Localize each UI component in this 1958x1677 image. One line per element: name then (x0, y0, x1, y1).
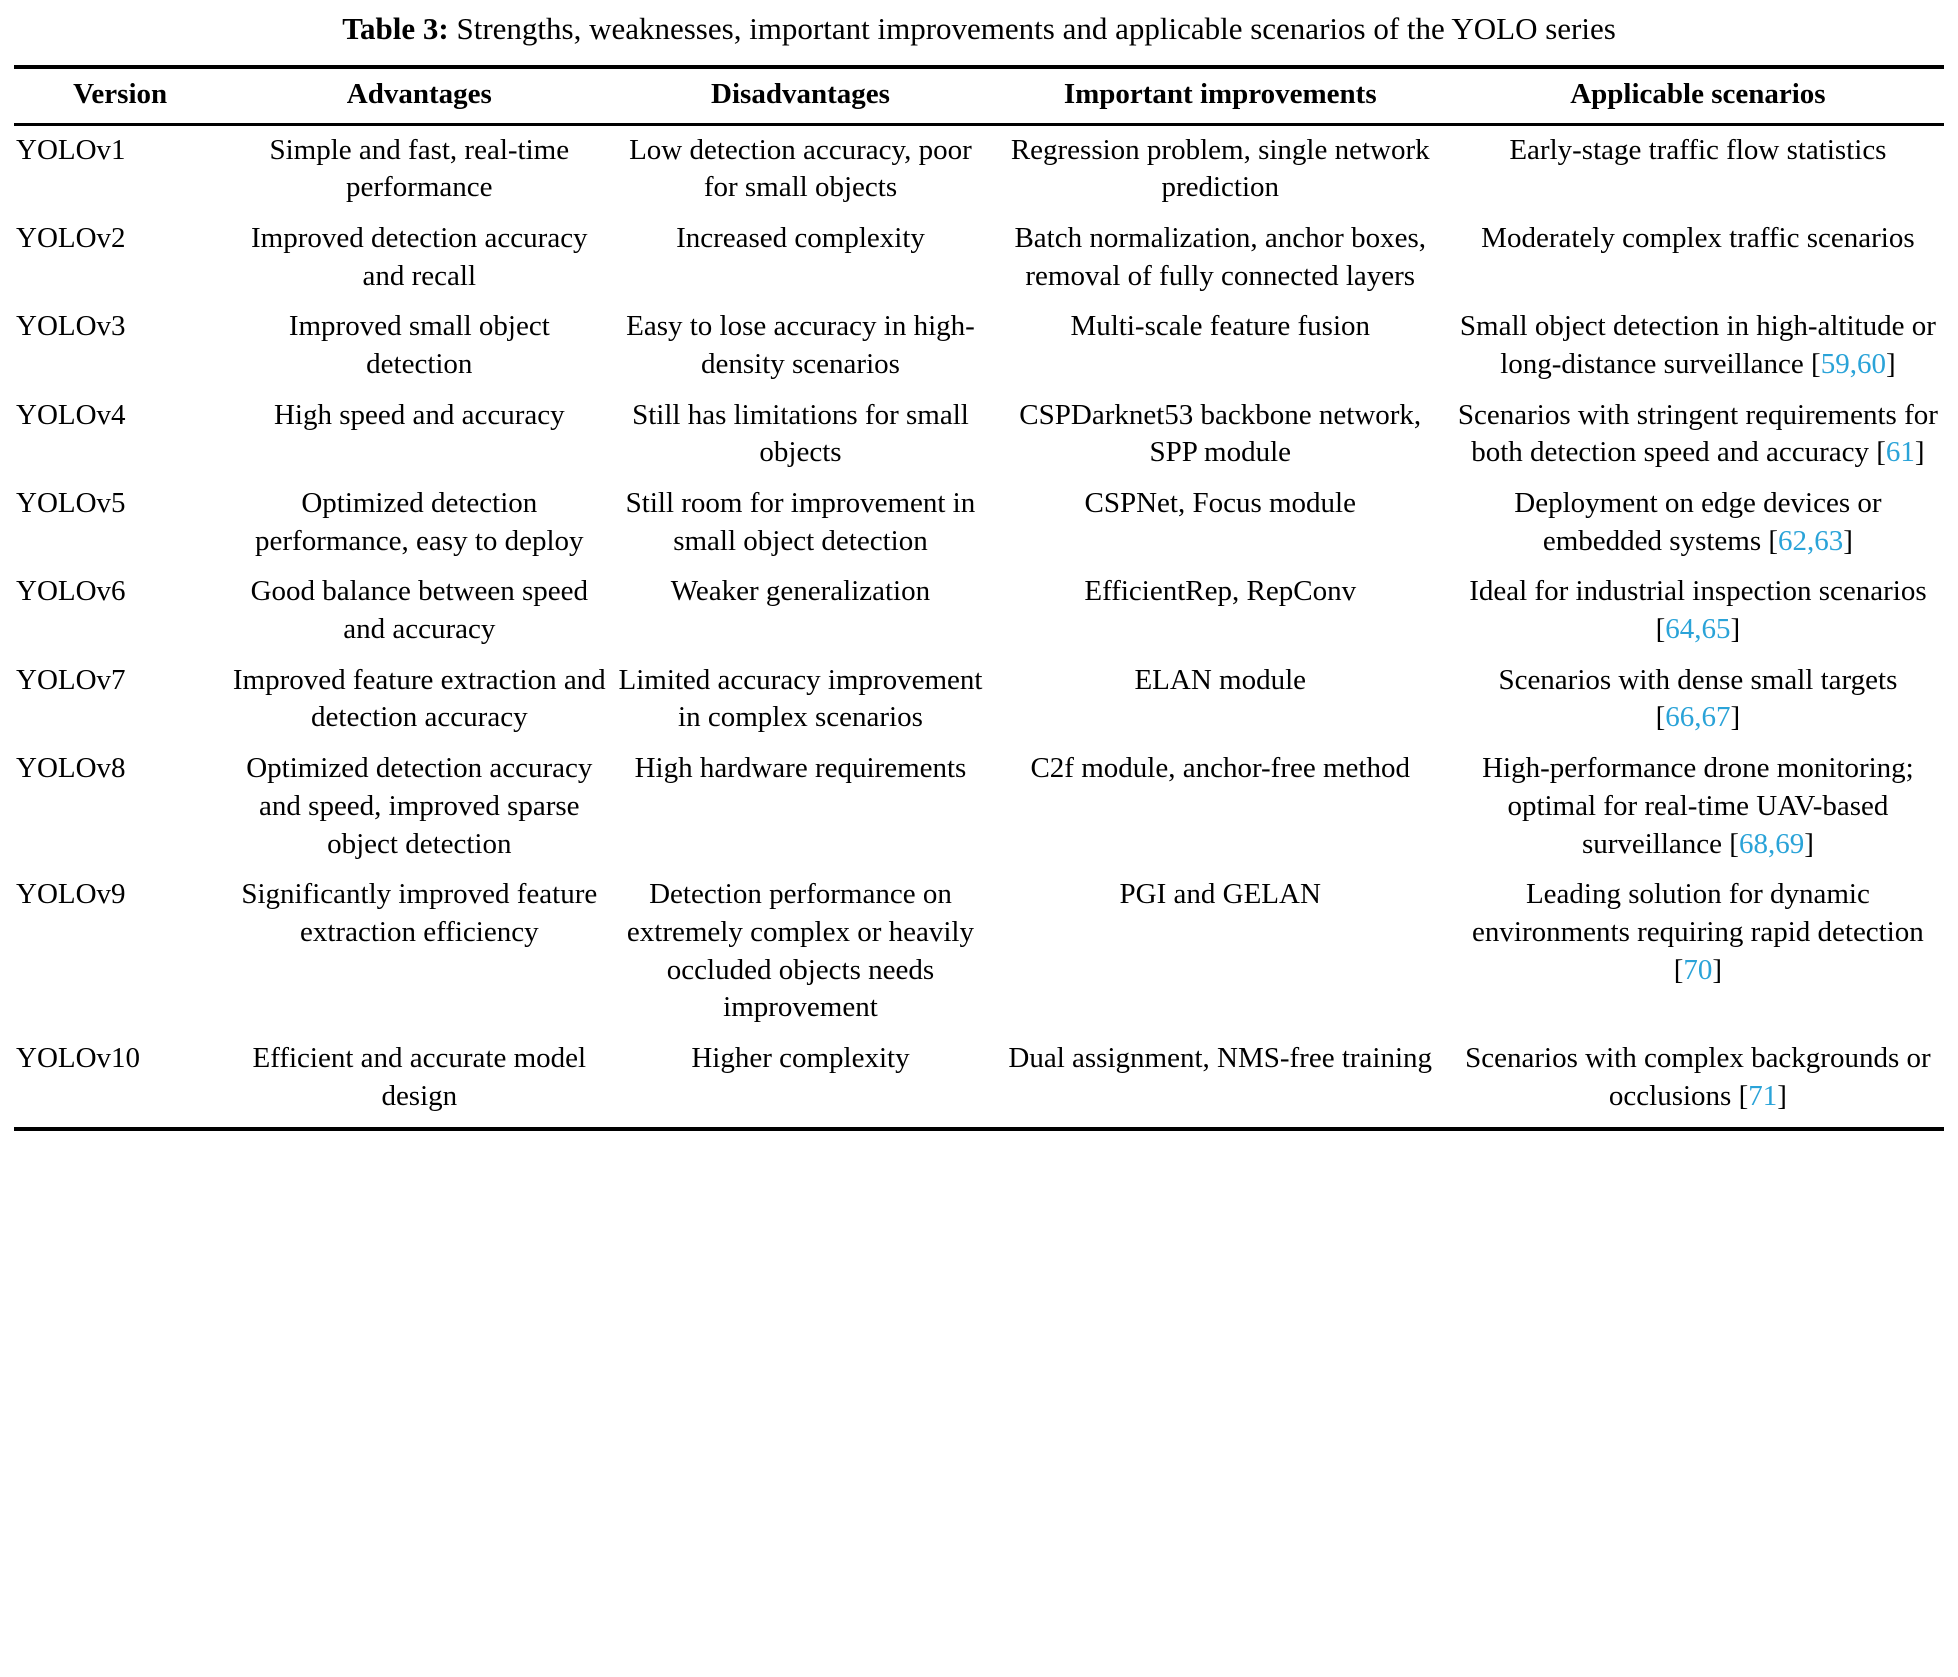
table-row (14, 744, 1944, 870)
table-row (14, 124, 1944, 214)
column-header-advantages: Advantages (226, 67, 612, 124)
cell-version: YOLOv9 (16, 878, 126, 911)
cell-version: YOLOv4 (16, 398, 126, 431)
cell-improvements: ELAN module (1134, 663, 1307, 696)
cell-advantages: High speed and accuracy (273, 398, 565, 431)
citation-bracket-open: [ (1655, 613, 1666, 646)
table-row (14, 214, 1944, 302)
citation-link[interactable]: 66,67 (1665, 701, 1731, 734)
cell-improvements: Regression problem, single network prediction (1010, 133, 1430, 204)
table-body (14, 124, 1944, 1127)
table-bottom-rule (14, 1127, 1944, 1131)
citation-link[interactable]: 59,60 (1820, 347, 1886, 380)
table-row (14, 479, 1944, 567)
cell-disadvantages: Limited accuracy improvement in complex scenarios (618, 663, 983, 734)
citation-link[interactable]: 61 (1885, 436, 1915, 469)
yolo-comparison-table (14, 65, 1944, 1127)
citation-link[interactable]: 64,65 (1665, 613, 1731, 646)
column-header-version: Version (14, 67, 226, 124)
cell-disadvantages: Low detection accuracy, poor for small objects (629, 133, 972, 204)
cell-improvements: PGI and GELAN (1119, 878, 1321, 911)
cell-disadvantages: High hardware requirements (634, 752, 967, 785)
cell-scenarios: Scenarios with stringent requirements for both detection speed and accuracy [61] (1457, 398, 1938, 469)
cell-version: YOLOv1 (16, 133, 126, 166)
cell-advantages: Optimized detection performance, easy to deploy (255, 487, 584, 557)
cell-scenarios: Deployment on edge devices or embedded systems [62,63] (1514, 487, 1882, 557)
cell-scenarios: Ideal for industrial inspection scenarios [64,65] (1469, 575, 1927, 646)
table-caption (14, 0, 1944, 65)
table-header-row (14, 67, 1944, 124)
citation-bracket-close: ] (1914, 436, 1925, 469)
cell-disadvantages: Still room for improvement in small object detection (625, 487, 976, 557)
cell-advantages: Simple and fast, real-time performance (269, 133, 570, 204)
cell-improvements: EfficientRep, RepConv (1084, 575, 1357, 608)
cell-version: YOLOv5 (16, 487, 126, 520)
cell-scenarios: Moderately complex traffic scenarios (1481, 221, 1915, 254)
cell-advantages: Efficient and accurate model design (252, 1041, 587, 1112)
cell-advantages: Improved small object detection (288, 310, 550, 380)
cell-version: YOLOv8 (16, 752, 126, 785)
caption-label: Table 3: (342, 11, 449, 46)
citation-bracket-open: [ (1768, 524, 1779, 557)
cell-advantages: Significantly improved feature extraction efficiency (241, 878, 598, 948)
cell-scenarios: Scenarios with dense small targets [66,67] (1498, 663, 1898, 734)
table-row (14, 391, 1944, 479)
cell-improvements: Batch normalization, anchor boxes, removal of fully connected layers (1014, 221, 1426, 292)
table-row (14, 870, 1944, 1034)
cell-scenarios: High-performance drone monitoring; optimal for real-time UAV-based surveillance [68,69] (1482, 752, 1914, 860)
cell-advantages: Optimized detection accuracy and speed, improved sparse object detection (246, 752, 593, 860)
cell-advantages: Good balance between speed and accuracy (250, 575, 588, 646)
cell-version: YOLOv10 (16, 1041, 141, 1074)
cell-scenarios: Small object detection in high-altitude or long-distance surveillance [59,60] (1459, 310, 1936, 380)
citation-bracket-open: [ (1655, 701, 1666, 734)
cell-scenarios: Early-stage traffic flow statistics (1509, 133, 1887, 166)
citation-link[interactable]: 71 (1748, 1079, 1778, 1112)
citation-bracket-close: ] (1843, 524, 1853, 557)
cell-scenarios: Leading solution for dynamic environments requiring rapid detection [70] (1472, 878, 1924, 986)
column-header-improvements: Important improvements (989, 67, 1452, 124)
citation-bracket-open: [ (1876, 436, 1886, 469)
caption-text: Strengths, weaknesses, important improvements and applicable scenarios of the YOLO series (456, 11, 1616, 46)
table-row (14, 656, 1944, 744)
cell-scenarios: Scenarios with complex backgrounds or occlusions [71] (1465, 1041, 1931, 1112)
cell-advantages: Improved feature extraction and detection accuracy (232, 663, 606, 734)
citation-link[interactable]: 68,69 (1738, 827, 1805, 860)
citation-bracket-open: [ (1738, 1079, 1749, 1112)
citation-link[interactable]: 70 (1683, 953, 1713, 986)
cell-disadvantages: Detection performance on extremely complex or heavily occluded objects needs improvement (626, 878, 974, 1024)
cell-version: YOLOv6 (16, 575, 126, 608)
cell-disadvantages: Easy to lose accuracy in high-density scenarios (626, 310, 975, 380)
cell-improvements: Dual assignment, NMS-free training (1008, 1041, 1433, 1074)
column-header-scenarios: Applicable scenarios (1452, 67, 1944, 124)
table-row (14, 1034, 1944, 1127)
table-header (14, 67, 1944, 124)
citation-bracket-close: ] (1730, 701, 1741, 734)
citation-bracket-open: [ (1673, 953, 1684, 986)
table-row (14, 567, 1944, 655)
cell-version: YOLOv7 (16, 663, 126, 696)
cell-improvements: C2f module, anchor-free method (1030, 752, 1410, 785)
cell-improvements: CSPNet, Focus module (1084, 487, 1356, 520)
citation-bracket-open: [ (1729, 827, 1739, 860)
citation-bracket-close: ] (1885, 347, 1896, 380)
cell-improvements: Multi-scale feature fusion (1070, 310, 1371, 343)
cell-version: YOLOv2 (16, 221, 126, 254)
cell-disadvantages: Increased complexity (676, 221, 925, 254)
cell-disadvantages: Still has limitations for small objects (632, 398, 969, 469)
cell-disadvantages: Higher complexity (691, 1041, 910, 1074)
cell-advantages: Improved detection accuracy and recall (251, 221, 588, 292)
cell-version: YOLOv3 (16, 310, 126, 343)
cell-disadvantages: Weaker generalization (670, 575, 931, 608)
cell-improvements: CSPDarknet53 backbone network, SPP module (1019, 398, 1422, 469)
citation-bracket-close: ] (1712, 953, 1723, 986)
citation-bracket-close: ] (1777, 1079, 1787, 1112)
citation-bracket-open: [ (1811, 347, 1821, 380)
table-row (14, 302, 1944, 390)
citation-bracket-close: ] (1804, 827, 1814, 860)
citation-link[interactable]: 62,63 (1778, 524, 1844, 557)
column-header-disadvantages: Disadvantages (612, 67, 988, 124)
citation-bracket-close: ] (1730, 613, 1741, 646)
